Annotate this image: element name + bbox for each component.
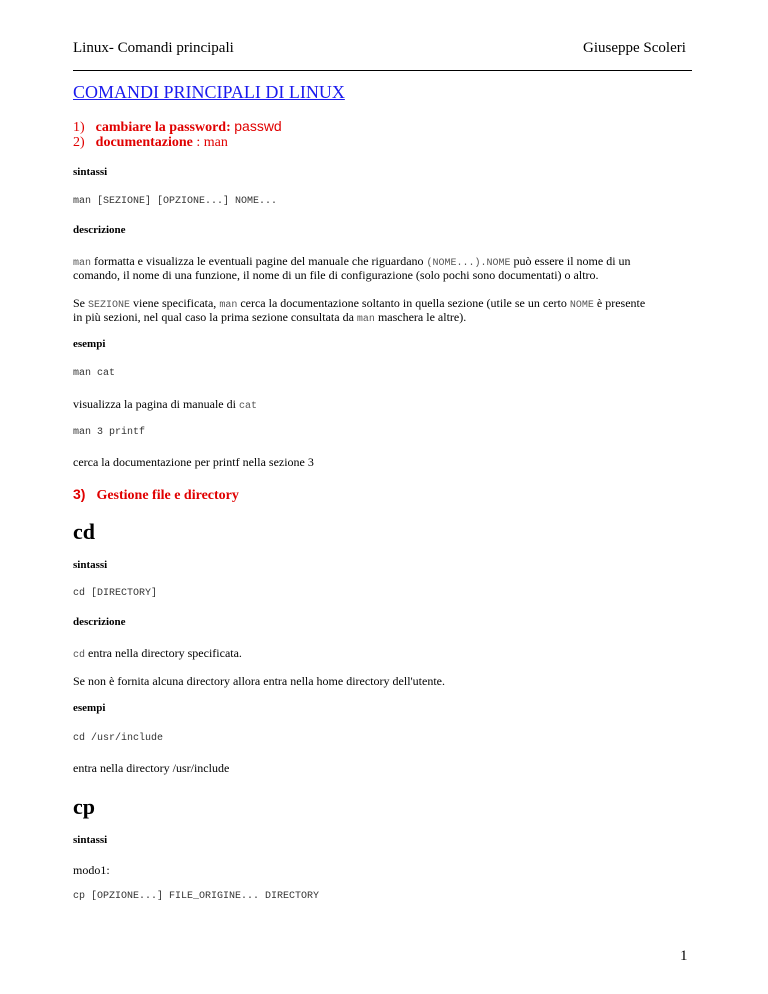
list-item-2-command: : man: [192, 135, 228, 150]
cd-desc-2: Se non è fornita alcuna directory allora entra nella home directory dell'utente.: [73, 674, 446, 688]
man-desc2-code-nome: NOME: [569, 300, 594, 311]
man-desc-2: [73, 296, 645, 311]
list-item-1: [73, 118, 282, 136]
man-example-1-desc: [73, 397, 257, 412]
man-desc-code-nome: (NOME...).NOME: [426, 258, 511, 269]
man-desc-2-line2: [73, 310, 466, 325]
cp-syntax-1: cp [OPZIONE...] FILE_ORIGINE... DIRECTORY: [73, 891, 320, 902]
man-desc2-code-sezione: SEZIONE: [88, 300, 131, 311]
man-example-1-desc-text: visualizza la pagina di manuale di: [73, 397, 239, 411]
man-example-2-desc: cerca la documentazione per printf nella sezione 3: [73, 455, 314, 469]
cd-desc-1: [73, 646, 242, 661]
list-item-2-label: documentazione: [95, 135, 193, 150]
man-desc2-text-3: cerca la documentazione soltanto in quella sezione (utile se un certo: [237, 296, 570, 310]
header-rule: [73, 70, 692, 71]
man-desc2-text-1: Se: [73, 296, 88, 310]
cp-sintassi-label: sintassi: [73, 834, 108, 846]
cd-sintassi-label: sintassi: [73, 559, 108, 571]
man-desc2-line2-text-2: maschera le altre).: [374, 310, 467, 324]
cd-descrizione-label: descrizione: [73, 616, 126, 628]
man-desc2-text-2: viene specificata,: [130, 296, 220, 310]
man-example-1-desc-code: cat: [238, 401, 257, 412]
man-desc2-text-4: è presente: [593, 296, 646, 310]
cd-example-1: cd /usr/include: [73, 733, 164, 744]
cd-esempi-label: esempi: [73, 702, 106, 714]
man-desc-1-line2: comando, il nome di una funzione, il nome di un file di configurazione (solo pochi sono documentati) o altro.: [73, 268, 599, 282]
list-item-1-command: passwd: [234, 118, 282, 134]
list-item-2: [73, 135, 228, 151]
list-item-1-number: 1): [73, 120, 85, 135]
cd-syntax: cd [DIRECTORY]: [73, 588, 158, 599]
cp-modo1-label: modo1:: [73, 863, 110, 877]
cp-heading: cp: [73, 794, 95, 819]
man-example-2: man 3 printf: [73, 427, 146, 438]
man-desc2-line2-code-man: man: [356, 314, 375, 325]
list-item-1-label: cambiare la password:: [95, 120, 231, 135]
section-3-number: 3): [73, 486, 86, 502]
section-3-title: Gestione file e directory: [96, 488, 239, 503]
page-number: 1: [680, 948, 688, 964]
man-desc-text-2: può essere il nome di un: [510, 254, 631, 268]
cd-desc-code: cd: [73, 650, 86, 661]
man-desc2-code-man: man: [219, 300, 238, 311]
man-desc-text-1: formatta e visualizza le eventuali pagine del manuale che riguardano: [91, 254, 427, 268]
man-descrizione-label: descrizione: [73, 224, 126, 236]
header-left: Linux- Comandi principali: [73, 40, 234, 56]
section-3-heading: [73, 486, 239, 504]
man-desc2-line2-text-1: in più sezioni, nel qual caso la prima sezione consultata da: [73, 310, 357, 324]
header-right: Giuseppe Scoleri: [583, 40, 686, 56]
man-sintassi-label: sintassi: [73, 166, 108, 178]
man-desc-1: [73, 254, 631, 269]
man-desc-code-man: man: [73, 258, 92, 269]
cd-desc-text: entra nella directory specificata.: [85, 646, 242, 660]
man-example-1: man cat: [73, 368, 116, 379]
cd-heading: cd: [73, 519, 95, 544]
cd-example-1-desc: entra nella directory /usr/include: [73, 761, 230, 775]
list-item-2-number: 2): [73, 135, 85, 150]
page-title[interactable]: COMANDI PRINCIPALI DI LINUX: [73, 82, 345, 102]
man-esempi-label: esempi: [73, 338, 106, 350]
man-syntax: man [SEZIONE] [OPZIONE...] NOME...: [73, 196, 278, 207]
